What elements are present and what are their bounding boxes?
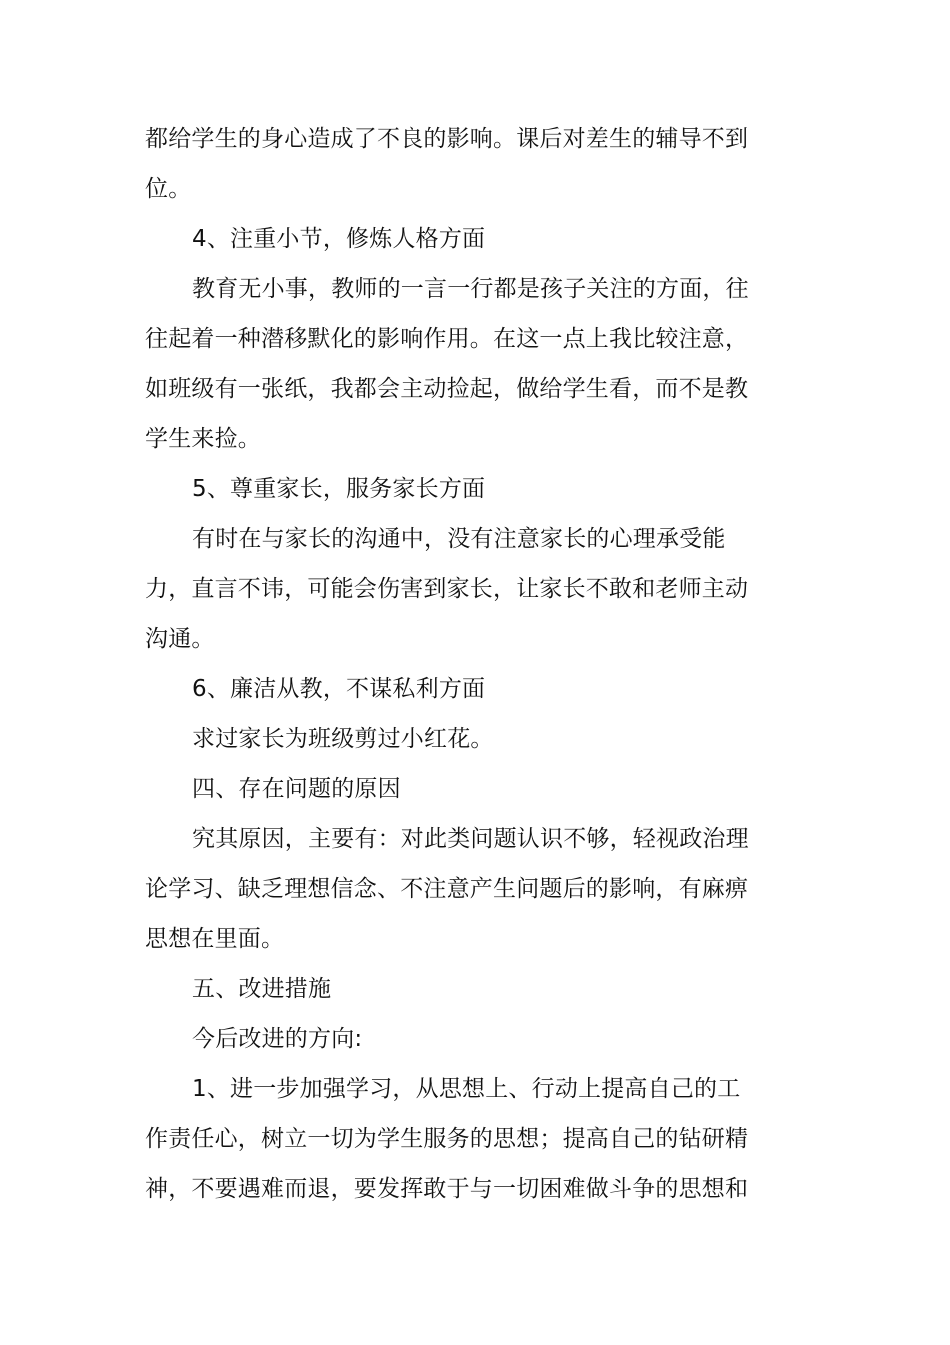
text-line: 4、注重小节，修炼人格方面 — [192, 226, 486, 252]
text-line: 学生来捡。 — [145, 426, 261, 452]
text-line: 作责任心，树立一切为学生服务的思想；提高自己的钻研精 — [145, 1126, 749, 1152]
text-line: 有时在与家长的沟通中，没有注意家长的心理承受能 — [192, 526, 726, 552]
text-line: 力，直言不讳，可能会伤害到家长，让家长不敢和老师主动 — [145, 576, 749, 602]
text-line: 论学习、缺乏理想信念、不注意产生问题后的影响，有麻痹 — [145, 876, 749, 902]
text-line: 都给学生的身心造成了不良的影响。课后对差生的辅导不到 — [145, 126, 749, 152]
text-line: 究其原因，主要有：对此类问题认识不够，轻视政治理 — [192, 826, 749, 852]
text-line: 往起着一种潜移默化的影响作用。在这一点上我比较注意， — [145, 326, 749, 352]
text-line: 求过家长为班级剪过小红花。 — [192, 726, 494, 752]
text-line: 教育无小事，教师的一言一行都是孩子关注的方面，往 — [192, 276, 749, 302]
text-line: 6、廉洁从教，不谋私利方面 — [192, 676, 486, 702]
text-line: 思想在里面。 — [145, 926, 285, 952]
text-line: 今后改进的方向: — [192, 1026, 363, 1052]
text-line: 神，不要遇难而退，要发挥敢于与一切困难做斗争的思想和 — [145, 1176, 749, 1202]
text-line: 位。 — [145, 176, 192, 202]
text-line: 四、存在问题的原因 — [192, 776, 401, 802]
text-line: 五、改进措施 — [192, 976, 332, 1002]
text-line: 1、进一步加强学习，从思想上、行动上提高自己的工 — [192, 1076, 741, 1102]
text-line: 沟通。 — [145, 626, 215, 652]
document-body — [145, 114, 755, 1214]
text-line: 如班级有一张纸，我都会主动捡起，做给学生看，而不是教 — [145, 376, 749, 402]
text-line: 5、尊重家长，服务家长方面 — [192, 476, 486, 502]
